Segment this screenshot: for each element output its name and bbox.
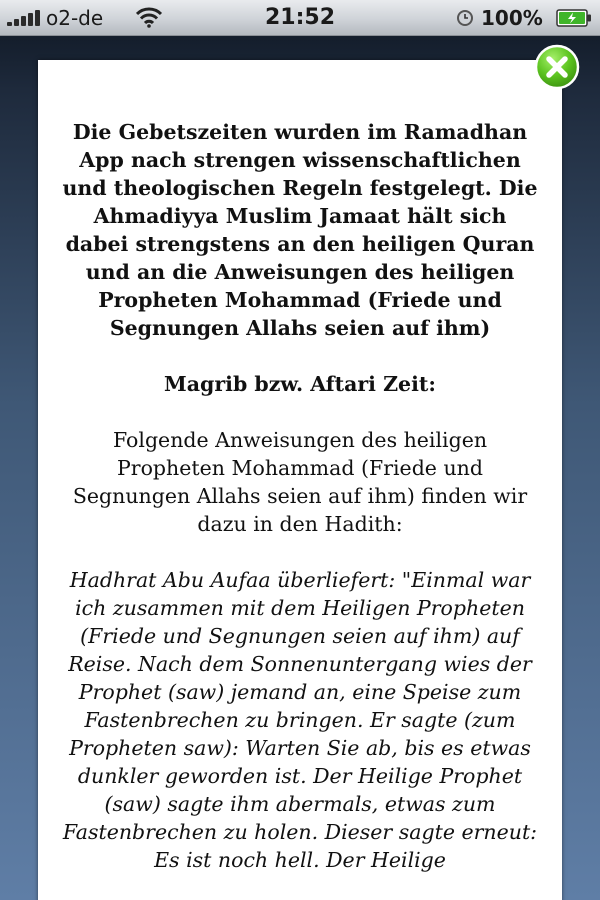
status-bar <box>0 0 600 36</box>
hadith-quote: Hadhrat Abu Aufaa überliefert: "Einmal war ich zusammen mit dem Heiligen Propheten (Friede und Segnungen seien auf ihm) auf Reise. Nach dem Sonnenuntergang wies der Prophet (saw) jemand an, eine Speise zum Fastenbrechen zu bringen. Er sagte (zum Propheten saw): Warten Sie ab, bis es etwas dunkler geworden ist. Der Heilige Prophet (saw) sagte ihm abermals, etwas zum Fastenbrechen zu holen. Dieser sagte erneut: Es ist noch hell. Der Heilige <box>62 568 538 872</box>
status-time: 21:52 <box>264 5 336 30</box>
body-paragraph: Folgende Anweisungen des heiligen Propheten Mohammad (Friede und Segnungen Allahs seien auf ihm) finden wir dazu in den Hadith: <box>72 428 528 536</box>
dialog-content <box>38 60 562 874</box>
section-heading: Magrib bzw. Aftari Zeit: <box>164 372 436 396</box>
info-dialog <box>38 60 562 900</box>
carrier-name: o2-de <box>46 6 104 30</box>
close-button[interactable] <box>534 44 580 90</box>
intro-text: Die Gebetszeiten wurden im Ramadhan App nach strengen wissenschaftlichen und theologischen Regeln festgelegt. Die Ahmadiyya Muslim Jamaat hält sich dabei strengstens an den heiligen Quran und an die Anweisungen des heiligen Propheten Mohammad (Friede und Segnungen Allahs seien auf ihm) <box>62 120 538 340</box>
battery-percent: 100% <box>481 6 543 30</box>
alarm-clock-icon <box>456 9 474 27</box>
battery-charging-icon <box>556 9 592 27</box>
